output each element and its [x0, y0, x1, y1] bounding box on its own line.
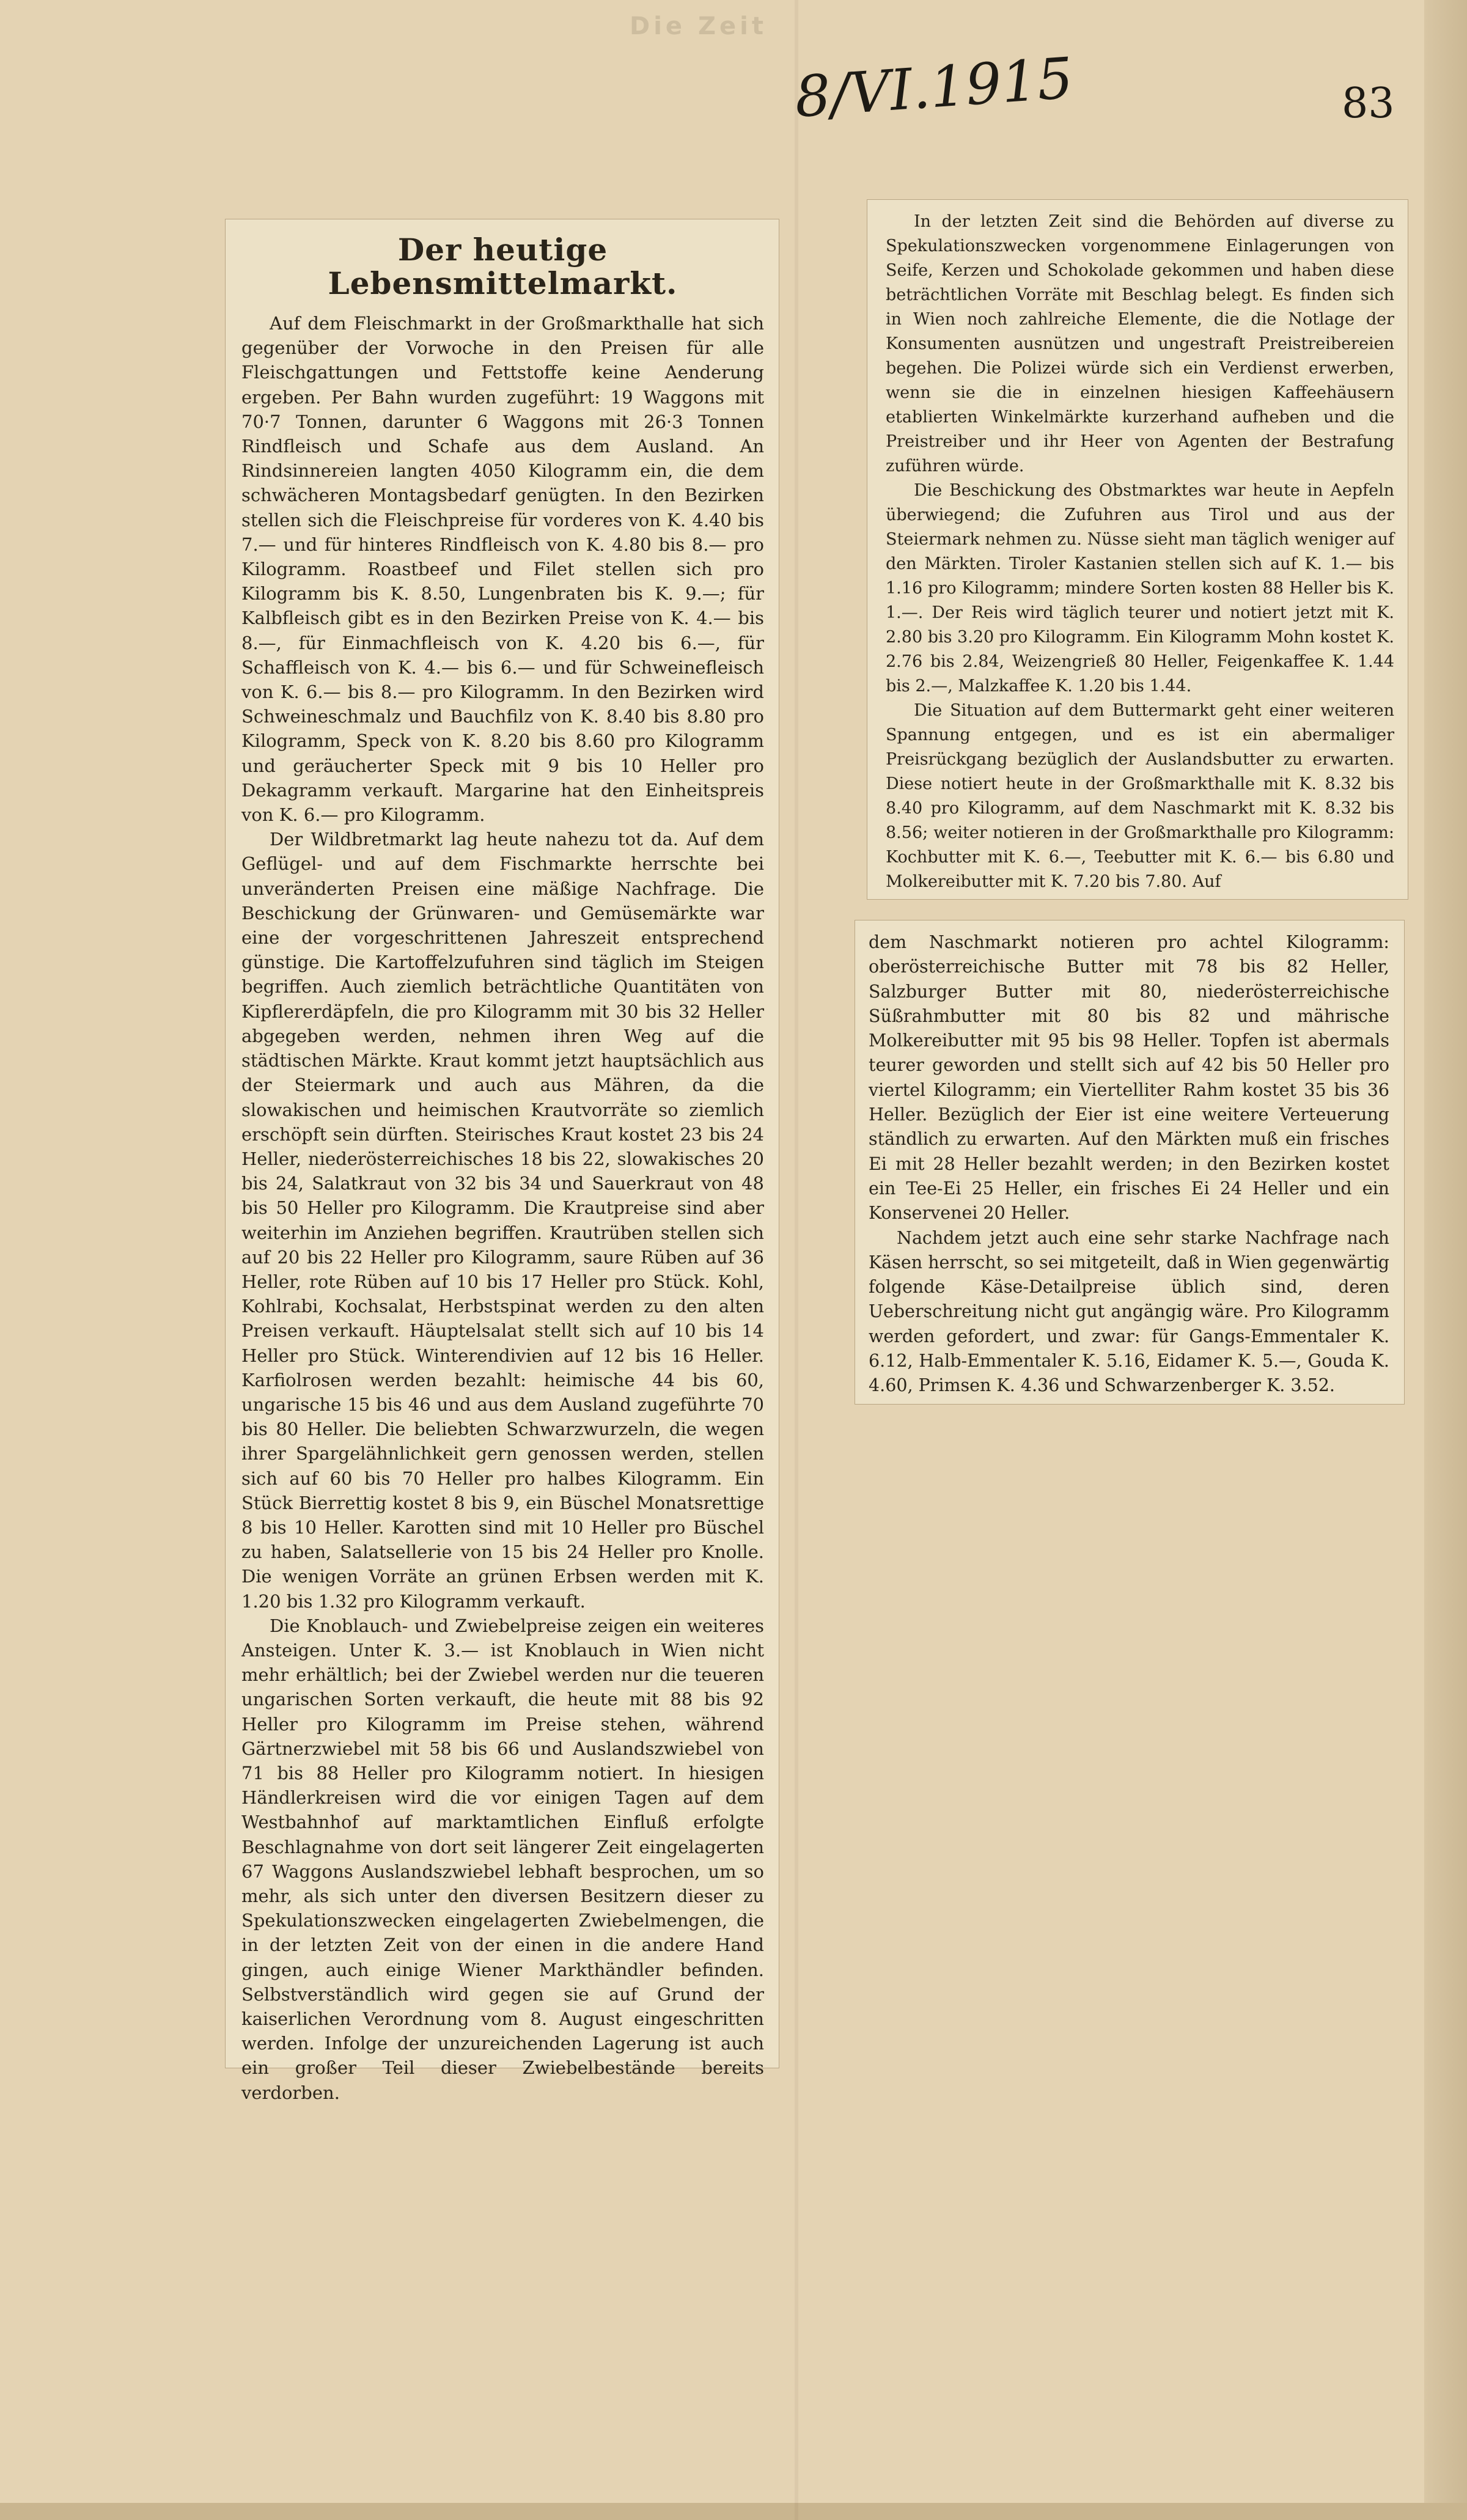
handwritten-date: 8/VI.1915: [792, 45, 1075, 130]
article-paragraph: Nachdem jetzt auch eine sehr starke Nachfrage nach Käsen herrscht, so sei mitgeteilt, daß in Wien gegenwärtig folgende Käse-Detailpreise üblich sind, deren Ueberschreitung nicht gut angängig wäre. Pro Kilogramm werden gefordert, und zwar: für Gangs-Emmentaler K. 6.12, Halb-Emmentaler K. 5.16, Eidamer K. 5.—, Gouda K. 4.60, Primsen K. 4.36 und Schwarzenberger K. 3.52.: [869, 1227, 1389, 1396]
article-paragraph: Der Wildbretmarkt lag heute nahezu tot da. Auf dem Geflügel- und auf dem Fischmarkte herrschte bei unveränderten Preisen eine mäßige Nachfrage. Die Beschickung der Grünwaren- und Gemüsemärkte war eine der vorgeschrittenen Jahreszeit entsprechend günstige. Die Kartoffelzufuhren sind täglich im Steigen begriffen. Auch ziemlich beträchtliche Quantitäten von Kipflererdäpfeln, die pro Kilogramm mit 30 bis 32 Heller abgegeben werden, nehmen ihren Weg auf die städtischen Märkte. Kraut kommt jetzt hauptsächlich aus der Steiermark und auch aus Mähren, da die slowakischen und heimischen Krautvorräte so ziemlich erschöpft sein dürften. Steirisches Kraut kostet 23 bis 24 Heller, niederösterreichisches 18 bis 22, slowakisches 20 bis 24, Salatkraut von 32 bis 34 und Sauerkraut von 48 bis 50 Heller pro Kilogramm. Die Krautpreise sind aber weiterhin im Anziehen begriffen. Krautrüben stellen sich auf 20 bis 22 Heller pro Kilogramm, saure Rüben auf 36 Heller, rote Rüben auf 10 bis 17 Heller pro Stück. Kohl, Kohlrabi, Kochsalat, Herbstspinat werden zu den alten Preisen verkauft. Häuptelsalat stellt sich auf 10 bis 14 Heller pro Stück. Winterendivien auf 12 bis 16 Heller. Karfiolrosen werden bezahlt: heimische 44 bis 60, ungarische 15 bis 46 und aus dem Ausland zugeführte 70 bis 80 Heller. Die beliebten Schwarzwurzeln, die wegen ihrer Spargelähnlichkeit gern genossen werden, stellen sich auf 60 bis 70 Heller pro halbes Kilogramm. Ein Stück Bierrettig kostet 8 bis 9, ein Büschel Monatsrettige 8 bis 10 Heller. Karotten sind mit 10 Heller pro Büschel zu haben, Salatsellerie von 15 bis 24 Heller pro Knolle. Die wenigen Vorräte an grünen Erbsen werden mit K. 1.20 bis 1.32 pro Kilogramm verkauft.: [241, 829, 764, 1612]
sheet-edge-bottom: [0, 2503, 1467, 2520]
page-number: 83: [1342, 79, 1395, 128]
newspaper-stamp: Die Zeit: [630, 12, 767, 40]
article-paragraph: Die Knoblauch- und Zwiebelpreise zeigen ein weiteres Ansteigen. Unter K. 3.— ist Knoblauch in Wien nicht mehr erhältlich; bei der Zwiebel werden nur die teueren ungarischen Sorten verkauft, die heute mit 88 bis 92 Heller pro Kilogramm im Preise stehen, während Gärtnerzwiebel mit 58 bis 66 und Auslandszwiebel von 71 bis 88 Heller pro Kilogramm notiert. In hiesigen Händlerkreisen wird die vor einigen Tagen auf dem Westbahnhof auf marktamtlichen Einfluß erfolgte Beschlagnahme von dort seit längerer Zeit eingelagerten 67 Waggons Auslandszwiebel lebhaft besprochen, um so mehr, als sich unter den diversen Besitzern dieser zu Spekulationszwecken eingelagerten Zwiebelmengen, die in der letzten Zeit von der einen in die andere Hand gingen, auch einige Wiener Markthändler befinden. Selbstverständlich wird gegen sie auf Grund der kaiserlichen Verordnung vom 8. August eingeschritten werden. Infolge der unzureichenden Lagerung ist auch ein großer Teil dieser Zwiebelbestände bereits verdorben.: [241, 1615, 764, 2103]
clipping-right-top: [867, 199, 1408, 900]
article-paragraph: In der letzten Zeit sind die Behörden auf diverse zu Spekulationszwecken vorgenommene Einlagerungen von Seife, Kerzen und Schokolade gekommen und haben diese beträchtlichen Vorräte mit Beschlag belegt. Es finden sich in Wien noch zahlreiche Elemente, die die Notlage der Konsumenten ausnützen und ungestraft Preistreibereien begehen. Die Polizei würde sich ein Verdienst erwerben, wenn sie die in einzelnen hiesigen Kaffeehäusern etablierten Winkelmärkte kurzerhand aufheben und die Preistreiber und ihr Heer von Agenten der Bestrafung zuführen würde.: [886, 212, 1394, 476]
fold-shadow: [795, 0, 798, 2520]
article-paragraph: dem Naschmarkt notieren pro achtel Kilogramm: oberösterreichische Butter mit 78 bis 82 Heller, Salzburger Butter mit 80, niederösterreichische Süßrahmbutter mit 80 bis 82 und mährische Molkereibutter mit 95 bis 98 Heller. Topfen ist abermals teurer geworden und stellt sich auf 42 bis 50 Heller pro viertel Kilogramm; ein Viertelliter Rahm kostet 35 bis 36 Heller. Bezüglich der Eier ist eine weitere Verteuerung ständlich zu erwarten. Auf den Märkten muß ein frisches Ei mit 28 Heller bezahlt werden; in den Bezirken kostet ein Tee-Ei 25 Heller, ein frisches Ei 24 Heller und ein Konservenei 20 Heller.: [869, 932, 1389, 1224]
article-paragraph: Auf dem Fleischmarkt in der Großmarkthalle hat sich gegenüber der Vorwoche in den Preisen für alle Fleischgattungen und Fettstoffe keine Aenderung ergeben. Per Bahn wurden zugeführt: 19 Waggons mit 70·7 Tonnen, darunter 6 Waggons mit 26·3 Tonnen Rindfleisch und Schafe aus dem Ausland. An Rindsinnereien langten 4050 Kilogramm ein, die dem schwächeren Montagsbedarf genügten. In den Bezirken stellen sich die Fleischpreise für vorderes von K. 4.40 bis 7.— und für hinteres Rindfleisch von K. 4.80 bis 8.— pro Kilogramm. Roastbeef und Filet stellen sich pro Kilogramm bis K. 8.50, Lungenbraten bis K. 9.—; für Kalbfleisch gibt es in den Bezirken Preise von K. 4.— bis 8.—, für Einmachfleisch von K. 4.20 bis 6.—, für Schaffleisch von K. 4.— bis 6.— und für Schweinefleisch von K. 6.— bis 8.— pro Kilogramm. In den Bezirken wird Schweineschmalz und Bauchfilz von K. 8.40 bis 8.80 pro Kilogramm, Speck von K. 8.20 bis 8.60 pro Kilogramm und geräucherter Speck mit 9 bis 10 Heller pro Dekagramm verkauft. Margarine hat den Einheitspreis von K. 6.— pro Kilogramm.: [241, 313, 764, 826]
clipping-right-bottom: [855, 920, 1405, 1405]
sheet-edge: [1424, 0, 1467, 2520]
article-title: Der heutige Lebensmittelmarkt.: [328, 232, 678, 301]
article-paragraph: Die Beschickung des Obstmarktes war heute in Aepfeln überwiegend; die Zufuhren aus Tirol und aus der Steiermark nehmen zu. Nüsse sieht man täglich weniger auf den Märkten. Tiroler Kastanien stellen sich auf K. 1.— bis 1.16 pro Kilogramm; mindere Sorten kosten 88 Heller bis K. 1.—. Der Reis wird täglich teurer und notiert jetzt mit K. 2.80 bis 3.20 pro Kilogramm. Ein Kilogramm Mohn kostet K. 2.76 bis 2.84, Weizengrieß 80 Heller, Feigenkaffee K. 1.44 bis 2.—, Malzkaffee K. 1.20 bis 1.44.: [886, 481, 1394, 696]
article-paragraph: Die Situation auf dem Buttermarkt geht einer weiteren Spannung entgegen, und es ist ein abermaliger Preisrückgang bezüglich der Auslandsbutter zu erwarten. Diese notiert heute in der Großmarkthalle mit K. 8.32 bis 8.40 pro Kilogramm, auf dem Naschmarkt mit K. 8.32 bis 8.56; weiter notieren in der Großmarkthalle pro Kilogramm: Kochbutter mit K. 6.—, Teebutter mit K. 6.— bis 6.80 und Molkereibutter mit K. 7.20 bis 7.80. Auf: [886, 701, 1394, 891]
clipping-main-column: [225, 219, 779, 2103]
